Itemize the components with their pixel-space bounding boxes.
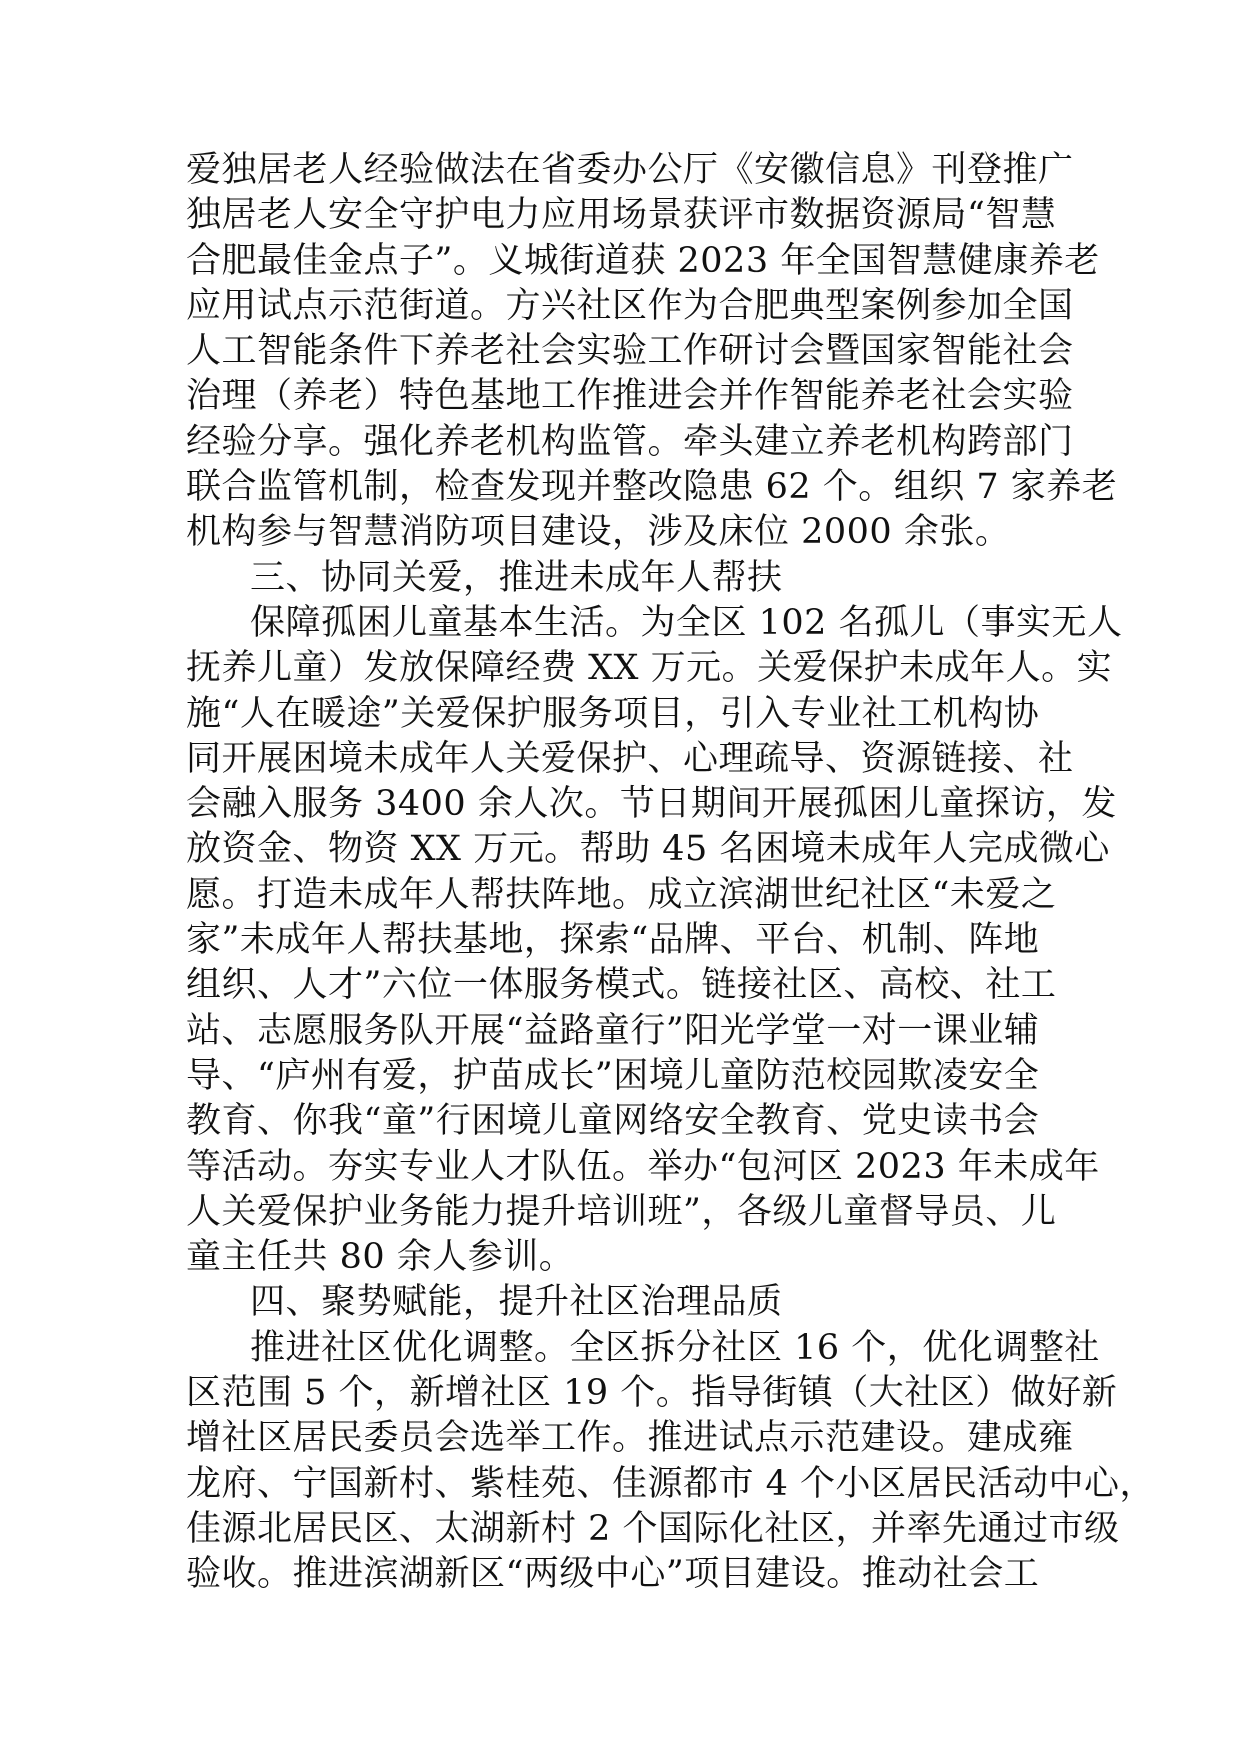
document-body (186, 148, 1156, 1598)
text-line: 应用试点示范街道。方兴社区作为合肥典型案例参加全国 (186, 285, 1074, 326)
text-line: 家”未成年人帮扶基地，探索“品牌、平台、机制、阵地 (186, 920, 1040, 961)
text-line: 联合监管机制，检查发现并整改隐患 62 个。组织 7 家养老 (186, 467, 1118, 508)
text-line: 愿。打造未成年人帮扶阵地。成立滨湖世纪社区“未爱之 (186, 874, 1057, 915)
text-line: 增社区居民委员会选举工作。推进试点示范建设。建成雍 (186, 1418, 1074, 1459)
text-line: 人工智能条件下养老社会实验工作研讨会暨国家智能社会 (186, 331, 1074, 372)
text-line: 同开展困境未成年人关爱保护、心理疏导、资源链接、社 (186, 738, 1074, 779)
section-heading-3: 三、协同关爱，推进未成年人帮扶 (250, 557, 783, 598)
text-line: 教育、你我“童”行困境儿童网络安全教育、党史读书会 (186, 1101, 1040, 1142)
section-heading-4: 四、聚势赋能，提升社区治理品质 (250, 1282, 783, 1323)
text-line: 经验分享。强化养老机构监管。牵头建立养老机构跨部门 (186, 421, 1074, 462)
text-line: 组织、人才”六位一体服务模式。链接社区、高校、社工 (186, 965, 1057, 1006)
text-line: 佳源北居民区、太湖新村 2 个国际化社区，并率先通过市级 (186, 1508, 1120, 1549)
text-line: 站、志愿服务队开展“益路童行”阳光学堂一对一课业辅 (186, 1010, 1040, 1051)
text-line: 治理（养老）特色基地工作推进会并作智能养老社会实验 (186, 376, 1074, 417)
text-line: 独居老人安全守护电力应用场景获评市数据资源局“智慧 (186, 195, 1057, 236)
text-line: 会融入服务 3400 余人次。节日期间开展孤困儿童探访，发 (186, 784, 1117, 825)
text-line: 龙府、宁国新村、紫桂苑、佳源都市 4 个小区居民活动中心， (186, 1463, 1156, 1504)
text-line: 童主任共 80 余人参训。 (186, 1237, 575, 1278)
text-line: 人关爱保护业务能力提升培训班”，各级儿童督导员、儿 (186, 1191, 1057, 1232)
text-line: 机构参与智慧消防项目建设，涉及床位 2000 余张。 (186, 512, 1011, 553)
paragraph-start-line: 保障孤困儿童基本生活。为全区 102 名孤儿（事实无人 (250, 602, 1123, 643)
text-line: 合肥最佳金点子”。义城街道获 2023 年全国智慧健康养老 (186, 240, 1100, 281)
text-line: 爱独居老人经验做法在省委办公厅《安徽信息》刊登推广 (186, 150, 1074, 190)
text-line: 等活动。夯实专业人才队伍。举办“包河区 2023 年未成年 (186, 1146, 1100, 1187)
text-line: 区范围 5 个，新增社区 19 个。指导街镇（大社区）做好新 (186, 1373, 1118, 1414)
paragraph-start-line: 推进社区优化调整。全区拆分社区 16 个，优化调整社 (250, 1327, 1100, 1368)
text-line: 抚养儿童）发放保障经费 XX 万元。关爱保护未成年人。实 (186, 648, 1113, 689)
text-line: 放资金、物资 XX 万元。帮助 45 名困境未成年人完成微心 (186, 829, 1110, 870)
text-line: 施“人在暖途”关爱保护服务项目，引入专业社工机构协 (186, 693, 1040, 734)
text-line: 导、“庐州有爱，护苗成长”困境儿童防范校园欺凌安全 (186, 1055, 1040, 1096)
text-line: 验收。推进滨湖新区“两级中心”项目建设。推动社会工 (186, 1554, 1040, 1595)
